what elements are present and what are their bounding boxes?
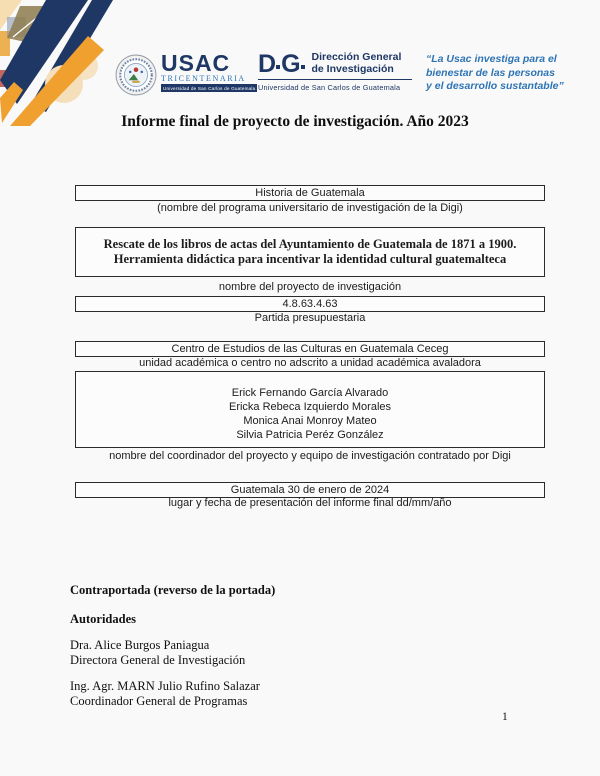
usac-band-text: Universidad de San Carlos de Guatemala	[163, 85, 256, 91]
program-caption: (nombre del programa universitario de investigación de la Digi)	[157, 202, 463, 214]
motto-line3: y el desarrollo sustantable”	[426, 80, 564, 92]
usac-logo-text	[161, 50, 257, 92]
team-member: Silvia Patricia Peréz González	[236, 429, 384, 441]
digi-logo	[258, 49, 412, 92]
project-title-caption: nombre del proyecto de investigación	[218, 281, 402, 293]
academic-unit-caption: unidad académica o centro no adscrito a unidad académica avaladora	[139, 357, 481, 369]
project-title-field	[75, 227, 545, 277]
page-number: 1	[502, 711, 508, 723]
team-field	[75, 371, 545, 448]
team-member: Monica Anai Monroy Mateo	[243, 415, 377, 427]
authority-entry	[70, 679, 260, 708]
digi-title	[312, 52, 402, 75]
budget-value: 4.8.63.4.63	[282, 298, 338, 310]
digi-letter-d: D	[258, 49, 276, 78]
budget-field	[75, 296, 545, 312]
back-cover-heading: Contraportada (reverso de la portada)	[70, 583, 276, 597]
authority-name: Dra. Alice Burgos Paniagua	[70, 638, 210, 652]
decorative-corner-graphic	[0, 0, 115, 126]
project-title-line1: Rescate de los libros de actas del Ayuntamiento de Guatemala de 1871 a 1900.	[103, 237, 517, 251]
team-caption: nombre del coordinador del proyecto y equipo de investigación contratado por Digi	[109, 450, 511, 462]
usac-acronym: USAC	[161, 50, 231, 76]
project-title-line2: Herramienta didáctica para incentivar la identidad cultural guatemalteca	[113, 251, 507, 266]
academic-unit-field	[75, 341, 545, 357]
digi-title-line1: Dirección General	[311, 51, 402, 63]
authority-role: Directora General de Investigación	[70, 652, 246, 667]
digi-monogram-icon	[258, 49, 306, 78]
usac-seal-icon	[115, 54, 157, 96]
usac-logo	[115, 50, 257, 96]
page-title: Informe final de proyecto de investigación. Año 2023	[121, 113, 469, 130]
academic-unit-value: Centro de Estudios de las Culturas en Guatemala Ceceg	[171, 343, 449, 355]
budget-caption: Partida presupuestaria	[254, 312, 366, 324]
digi-title-line2: de Investigación	[311, 62, 394, 75]
team-member: Erick Fernando García Alvarado	[231, 387, 389, 399]
program-field	[75, 185, 545, 201]
digi-dot-icon	[301, 65, 305, 69]
digi-dot-icon	[276, 65, 280, 69]
usac-subtitle: TRICENTENARIA	[161, 74, 246, 83]
date-value: Guatemala 30 de enero de 2024	[230, 484, 390, 496]
authority-role: Coordinador General de Programas	[70, 693, 248, 708]
authority-entry	[70, 638, 245, 667]
authorities-heading: Autoridades	[70, 612, 136, 626]
program-value: Historia de Guatemala	[255, 187, 365, 199]
digi-subtitle: Universidad de San Carlos de Guatemala	[258, 82, 401, 92]
motto-line2: bienestar de las personas	[426, 66, 555, 79]
digi-logo-top	[258, 49, 412, 80]
digi-letter-g: G	[281, 49, 300, 78]
motto-line1: “La Usac investiga para el	[426, 53, 557, 65]
date-caption: lugar y fecha de presentación del informe final dd/mm/año	[168, 497, 452, 509]
team-member: Ericka Rebeca Izquierdo Morales	[228, 401, 392, 413]
authority-name: Ing. Agr. MARN Julio Rufino Salazar	[70, 679, 260, 693]
motto-quote	[426, 53, 564, 94]
date-field	[75, 482, 545, 498]
